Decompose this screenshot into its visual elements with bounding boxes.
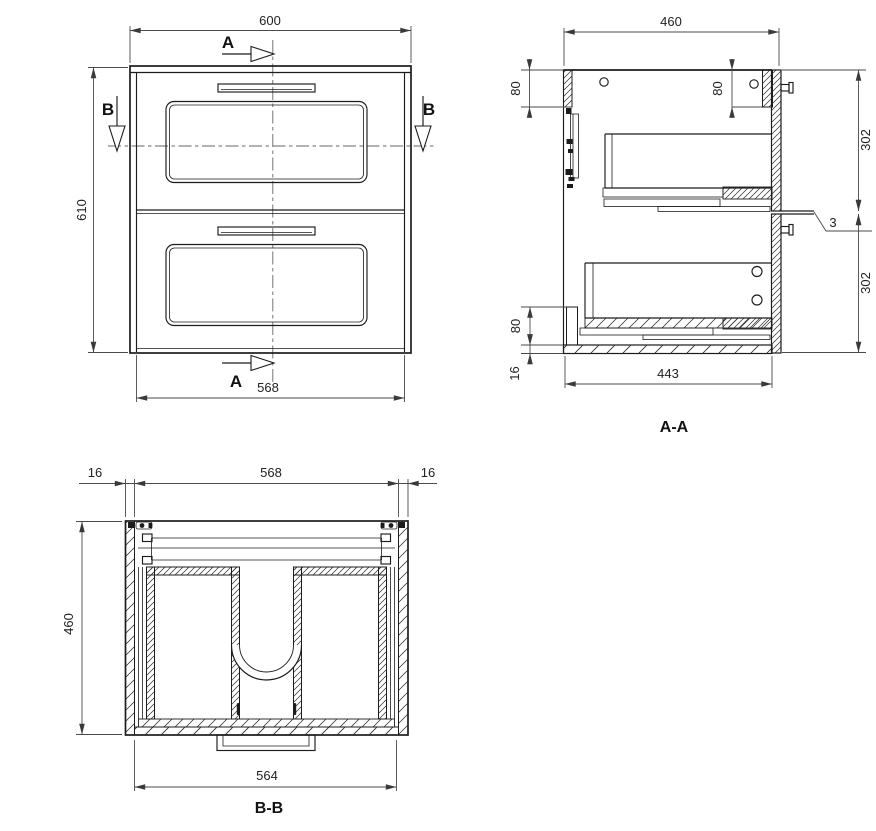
aa-hole-lower-1 bbox=[752, 267, 762, 277]
dim-aa-gap-label: 3 bbox=[829, 215, 837, 230]
bb-drawer-front bbox=[138, 534, 395, 564]
bb-slide-hardware-right bbox=[381, 522, 405, 529]
dim-bb-widths bbox=[79, 479, 437, 517]
aa-hole-top-left bbox=[600, 78, 608, 86]
aa-back-bottom-rail bbox=[567, 307, 578, 345]
bb-drawer-box bbox=[139, 567, 395, 719]
dim-bb-drawer-width bbox=[135, 740, 397, 791]
dim-aa-front-rail-label: 80 bbox=[710, 81, 725, 96]
dim-aa-front-rail bbox=[732, 59, 762, 118]
dim-aa-bottom-rail-label: 80 bbox=[508, 318, 523, 334]
aa-upper-drawer-front bbox=[772, 70, 782, 211]
dim-aa-inner-depth-label: 443 bbox=[657, 366, 679, 381]
dim-bb-right-panel-label: 16 bbox=[420, 465, 436, 480]
dim-aa-back-rail-label: 80 bbox=[508, 81, 523, 96]
aa-bottom-panel bbox=[564, 345, 773, 354]
aa-hole-lower-2 bbox=[752, 295, 762, 305]
section-bb-title: B-B bbox=[254, 800, 284, 817]
bb-cutout-wall-right bbox=[294, 567, 302, 719]
aa-handle-upper bbox=[781, 83, 793, 94]
section-b-label-right: B bbox=[422, 100, 436, 119]
dim-aa-bottom-thickness-label: 16 bbox=[507, 366, 522, 381]
section-a-label-top: A bbox=[221, 33, 235, 52]
section-b-label-left: B bbox=[101, 100, 115, 119]
dim-aa-bottom-thickness bbox=[521, 334, 563, 365]
section-aa-title: A-A bbox=[659, 419, 689, 436]
aa-lower-drawer-front bbox=[772, 214, 782, 353]
section-bb-view bbox=[61, 465, 437, 817]
dim-aa-upper-front-label: 302 bbox=[858, 129, 873, 151]
dim-front-width-label: 600 bbox=[259, 13, 281, 28]
dim-aa-depth bbox=[564, 28, 779, 66]
dim-bb-inner-width-label: 568 bbox=[260, 465, 282, 480]
front-view bbox=[74, 13, 435, 402]
dim-aa-bottom-rail bbox=[521, 307, 566, 345]
bb-left-side-panel bbox=[126, 521, 135, 735]
front-drawer-panel-lower bbox=[166, 245, 367, 326]
bb-drawer-back-wall bbox=[139, 719, 395, 727]
front-handle-lower bbox=[218, 227, 315, 235]
bb-u-cutout-fill bbox=[232, 645, 302, 680]
aa-back-top-rail bbox=[564, 70, 573, 107]
dim-bb-depth bbox=[76, 522, 122, 735]
bb-cutout-wall-left bbox=[232, 567, 240, 719]
section-a-label-bottom: A bbox=[229, 372, 243, 391]
dim-bb-depth-label: 460 bbox=[61, 613, 76, 635]
dim-front-height-label: 610 bbox=[74, 199, 89, 221]
dim-aa-upper-front bbox=[782, 70, 866, 211]
bb-back-notch bbox=[217, 735, 315, 751]
dim-aa-depth-label: 460 bbox=[660, 14, 682, 29]
section-arrow-a-bottom bbox=[222, 356, 274, 371]
dim-bb-drawer-width-label: 564 bbox=[256, 768, 278, 783]
bb-carcase-outline bbox=[126, 521, 409, 735]
bb-slide-hardware-left bbox=[128, 522, 152, 529]
dim-front-inner-width-label: 568 bbox=[257, 380, 279, 395]
aa-lower-drawer-box bbox=[580, 263, 772, 340]
aa-upper-drawer-box bbox=[603, 134, 772, 212]
front-handle-upper bbox=[218, 84, 315, 92]
aa-rear-slide-bracket bbox=[566, 108, 579, 188]
bb-back-panel bbox=[135, 727, 399, 735]
aa-handle-lower bbox=[781, 225, 793, 236]
dim-aa-lower-front bbox=[782, 214, 866, 353]
front-drawer-panel-upper bbox=[166, 102, 367, 183]
dim-bb-left-panel-label: 16 bbox=[87, 465, 103, 480]
section-aa-view bbox=[507, 14, 873, 436]
dim-aa-lower-front-label: 302 bbox=[858, 272, 873, 294]
bb-right-side-panel bbox=[399, 521, 409, 735]
aa-hole-top-right bbox=[750, 80, 758, 88]
dim-front-width bbox=[130, 26, 411, 63]
